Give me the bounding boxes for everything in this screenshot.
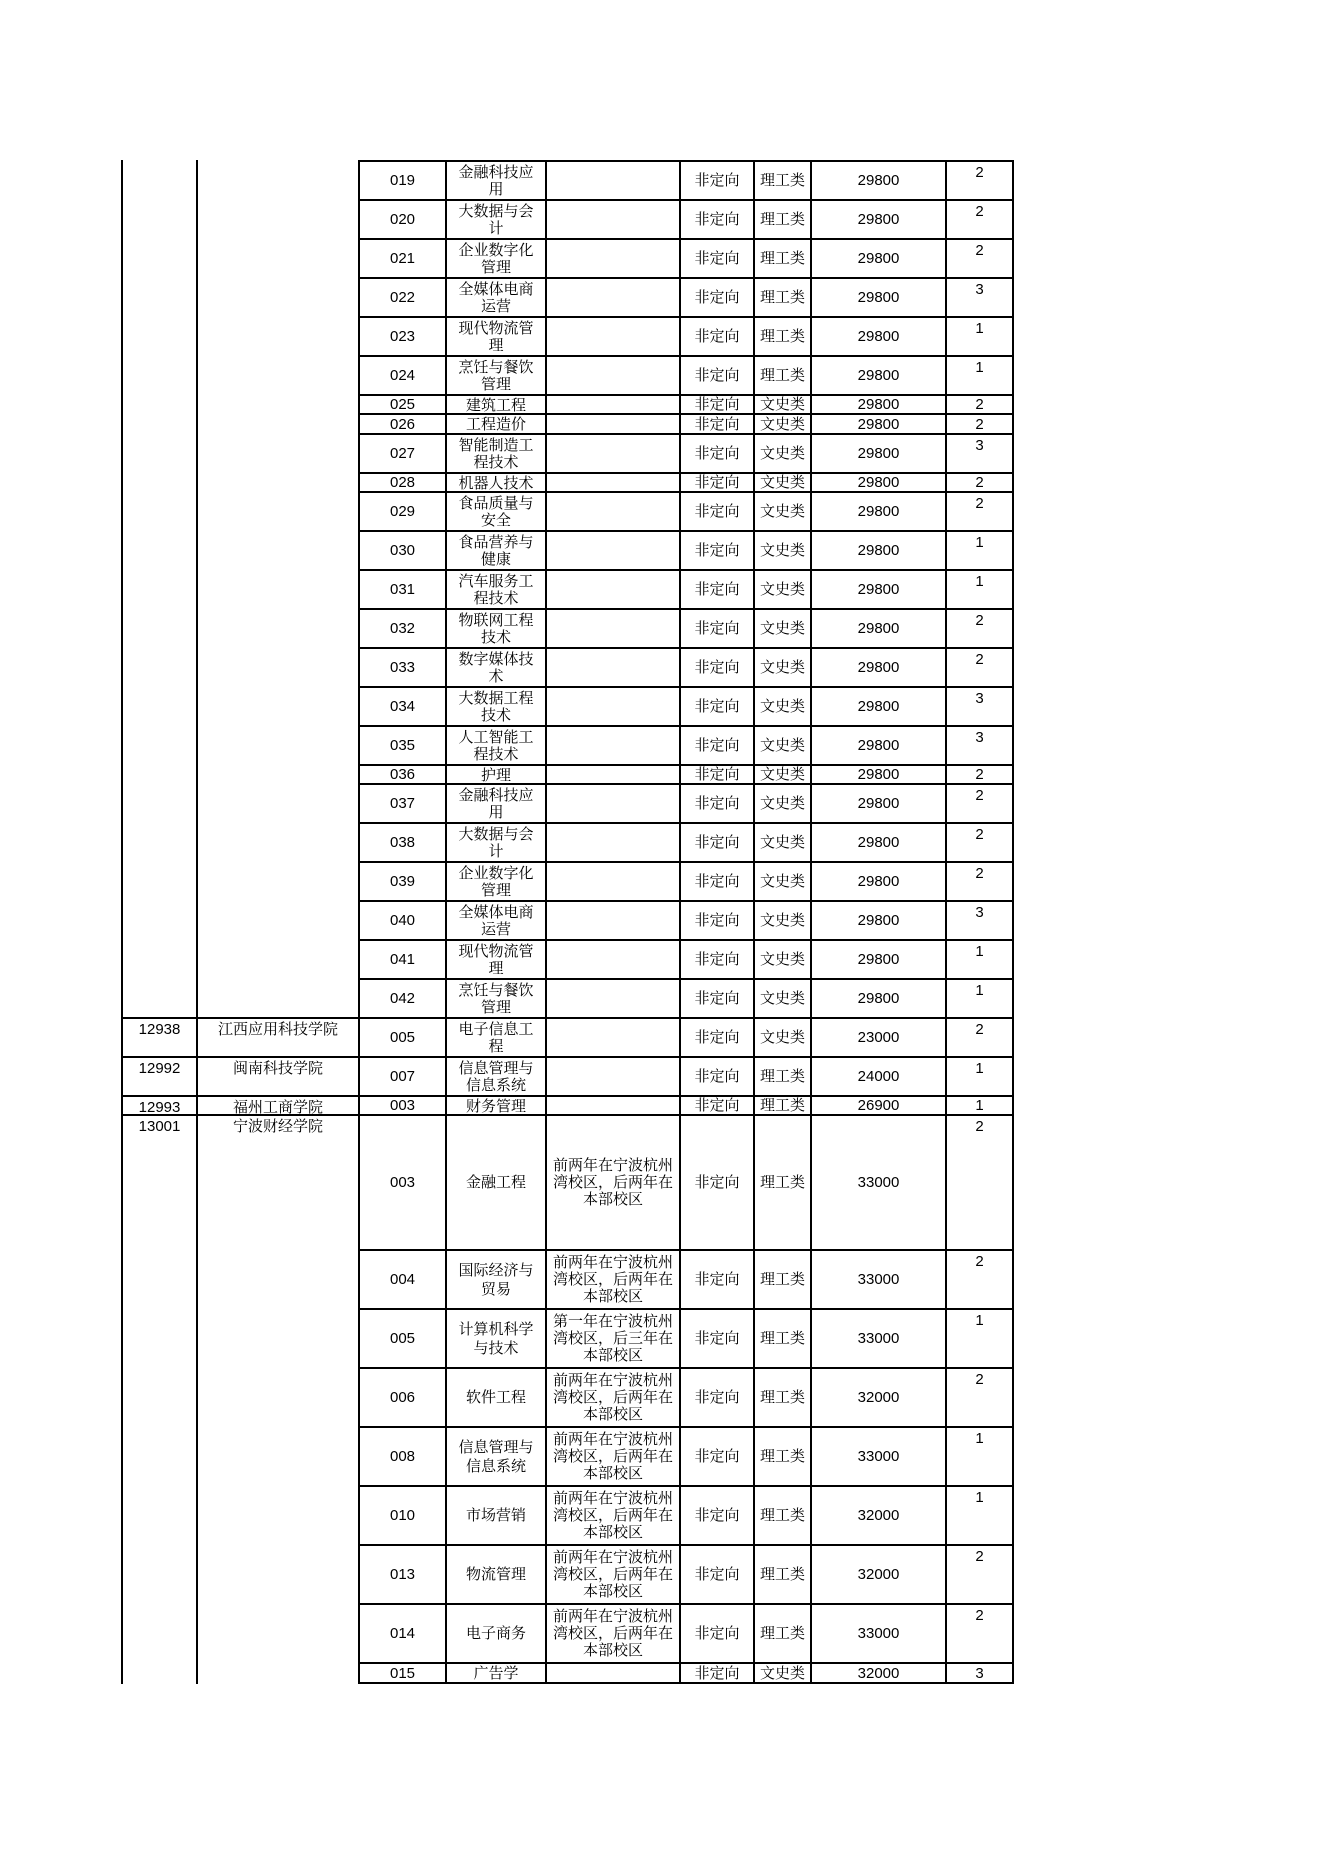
- major-name-cell: 大数据与会 计: [458, 824, 534, 860]
- tuition-fee-cell: 29800: [857, 698, 900, 715]
- quota-count-cell: 2: [975, 612, 984, 629]
- subject-category-cell: 理工类: [759, 288, 805, 306]
- note-cell: [546, 765, 680, 784]
- tuition-fee-cell: 29800: [857, 659, 900, 676]
- note-cell: [546, 161, 680, 200]
- note-cell: [546, 278, 680, 317]
- quota-count-cell: 2: [975, 495, 984, 512]
- quota-count-cell: 2: [975, 826, 984, 843]
- plan-type-cell: 非定向: [694, 1028, 740, 1046]
- subject-category-cell: 文史类: [759, 1028, 805, 1046]
- major-name-cell: 数字媒体技 术: [458, 649, 534, 685]
- major-code-cell: 024: [389, 367, 416, 384]
- tuition-fee-cell: 29800: [857, 367, 900, 384]
- plan-type-cell: 非定向: [694, 171, 740, 189]
- major-code-cell: 029: [389, 503, 416, 520]
- subject-category-cell: 文史类: [759, 989, 805, 1007]
- quota-count-cell: 2: [975, 242, 984, 259]
- tuition-fee-cell: 23000: [857, 1029, 900, 1046]
- note-cell: 前两年在宁波杭州 湾校区，后两年在 本部校区: [552, 1430, 673, 1482]
- school-name-cell: 宁波财经学院: [232, 1116, 323, 1135]
- note-cell: [546, 940, 680, 979]
- plan-type-cell: 非定向: [694, 366, 740, 384]
- quota-count-cell: 2: [975, 1253, 984, 1270]
- major-name-cell: 广告学: [473, 1664, 519, 1682]
- note-cell: 前两年在宁波杭州 湾校区，后两年在 本部校区: [552, 1548, 673, 1600]
- major-name-cell: 人工智能工 程技术: [458, 727, 534, 763]
- subject-category-cell: 文史类: [759, 1663, 805, 1682]
- quota-count-cell: 1: [975, 943, 984, 960]
- major-code-cell: 013: [389, 1566, 416, 1583]
- quota-count-cell: 2: [975, 1548, 984, 1565]
- subject-category-cell: 理工类: [759, 171, 805, 189]
- tuition-fee-cell: 29800: [857, 737, 900, 754]
- major-code-cell: 005: [389, 1029, 416, 1046]
- school-name-cell: 闽南科技学院: [232, 1059, 323, 1077]
- plan-type-cell: 非定向: [694, 872, 740, 890]
- note-cell: 前两年在宁波杭州 湾校区，后两年在 本部校区: [552, 1489, 673, 1541]
- note-cell: [546, 648, 680, 687]
- quota-count-cell: 3: [975, 904, 984, 921]
- quota-count-cell: 2: [975, 1118, 984, 1135]
- major-code-cell: 037: [389, 795, 416, 812]
- quota-count-cell: 1: [975, 1312, 984, 1329]
- tuition-fee-cell: 33000: [857, 1174, 900, 1191]
- note-cell: [546, 726, 680, 765]
- major-name-cell: 建筑工程: [465, 395, 526, 414]
- major-name-cell: 大数据工程 技术: [458, 688, 534, 724]
- subject-category-cell: 文史类: [759, 541, 805, 559]
- major-code-cell: 031: [389, 581, 416, 598]
- major-name-cell: 软件工程: [465, 1388, 526, 1406]
- major-name-cell: 智能制造工 程技术: [458, 435, 534, 471]
- major-name-cell: 企业数字化 管理: [458, 863, 534, 899]
- major-name-cell: 大数据与会 计: [458, 201, 534, 237]
- major-code-cell: 025: [389, 396, 416, 413]
- major-name-cell: 物联网工程 技术: [458, 610, 534, 646]
- plan-type-cell: 非定向: [694, 414, 740, 433]
- tuition-fee-cell: 29800: [857, 211, 900, 228]
- quota-count-cell: 2: [975, 766, 984, 783]
- note-cell: [546, 356, 680, 395]
- subject-category-cell: 理工类: [759, 1067, 805, 1085]
- major-code-cell: 038: [389, 834, 416, 851]
- plan-type-cell: 非定向: [694, 658, 740, 676]
- quota-count-cell: 1: [975, 1489, 984, 1506]
- plan-type-cell: 非定向: [694, 619, 740, 637]
- major-name-cell: 烹饪与餐饮 管理: [458, 357, 534, 393]
- note-cell: 前两年在宁波杭州 湾校区，后两年在 本部校区: [552, 1371, 673, 1423]
- quota-count-cell: 3: [975, 1664, 984, 1682]
- major-name-cell: 全媒体电商 运营: [458, 279, 534, 315]
- tuition-fee-cell: 29800: [857, 328, 900, 345]
- quota-count-cell: 2: [975, 865, 984, 882]
- school-name-cell: 江西应用科技学院: [217, 1020, 338, 1038]
- plan-type-cell: 非定向: [694, 736, 740, 754]
- note-cell: [546, 531, 680, 570]
- major-name-cell: 食品质量与 安全: [458, 493, 534, 529]
- subject-category-cell: 文史类: [759, 765, 805, 783]
- note-cell: [546, 200, 680, 239]
- major-name-cell: 市场营销: [465, 1506, 526, 1524]
- major-code-cell: 010: [389, 1507, 416, 1524]
- note-cell: 前两年在宁波杭州 湾校区，后两年在 本部校区: [552, 1156, 673, 1208]
- major-code-cell: 007: [389, 1068, 416, 1085]
- quota-count-cell: 1: [975, 1430, 984, 1447]
- plan-type-cell: 非定向: [694, 502, 740, 520]
- quota-count-cell: 2: [975, 1021, 984, 1038]
- subject-category-cell: 文史类: [759, 794, 805, 812]
- quota-count-cell: 2: [975, 396, 984, 413]
- plan-type-cell: 非定向: [694, 911, 740, 929]
- major-code-cell: 014: [389, 1625, 416, 1642]
- note-cell: [546, 823, 680, 862]
- subject-category-cell: 文史类: [759, 395, 805, 413]
- tuition-fee-cell: 29800: [857, 581, 900, 598]
- tuition-fee-cell: 29800: [857, 503, 900, 520]
- plan-type-cell: 非定向: [694, 249, 740, 267]
- quota-count-cell: 1: [975, 982, 984, 999]
- tuition-fee-cell: 29800: [857, 912, 900, 929]
- quota-count-cell: 2: [975, 1371, 984, 1388]
- major-name-cell: 现代物流管 理: [458, 318, 534, 354]
- tuition-fee-cell: 32000: [857, 1566, 900, 1583]
- note-cell: [546, 434, 680, 473]
- subject-category-cell: 理工类: [759, 1388, 805, 1406]
- plan-type-cell: 非定向: [694, 327, 740, 345]
- major-name-cell: 信息管理与 信息系统: [458, 1058, 534, 1094]
- major-code-cell: 039: [389, 873, 416, 890]
- plan-type-cell: 非定向: [694, 473, 740, 491]
- subject-category-cell: 文史类: [759, 502, 805, 520]
- note-cell: [546, 784, 680, 823]
- note-cell: 第一年在宁波杭州 湾校区，后三年在 本部校区: [552, 1312, 673, 1364]
- subject-category-cell: 文史类: [759, 872, 805, 890]
- tuition-fee-cell: 32000: [857, 1507, 900, 1524]
- major-code-cell: 040: [389, 912, 416, 929]
- plan-type-cell: 非定向: [694, 1067, 740, 1085]
- tuition-fee-cell: 29800: [857, 250, 900, 267]
- major-name-cell: 信息管理与 信息系统: [458, 1437, 534, 1475]
- major-name-cell: 机器人技术: [458, 473, 534, 492]
- tuition-fee-cell: 29800: [857, 172, 900, 189]
- major-name-cell: 金融科技应 用: [458, 162, 534, 198]
- subject-category-cell: 理工类: [759, 327, 805, 345]
- subject-category-cell: 文史类: [759, 658, 805, 676]
- plan-type-cell: 非定向: [694, 1506, 740, 1524]
- major-code-cell: 003: [389, 1174, 416, 1191]
- note-cell: [546, 862, 680, 901]
- major-name-cell: 工程造价: [465, 415, 526, 433]
- note-cell: 前两年在宁波杭州 湾校区，后两年在 本部校区: [552, 1607, 673, 1659]
- note-cell: [546, 901, 680, 940]
- major-name-cell: 电子商务: [465, 1624, 526, 1642]
- quota-count-cell: 2: [975, 651, 984, 668]
- major-code-cell: 033: [389, 659, 416, 676]
- major-code-cell: 004: [389, 1271, 416, 1288]
- quota-count-cell: 1: [975, 320, 984, 337]
- plan-type-cell: 非定向: [694, 950, 740, 968]
- major-code-cell: 021: [389, 250, 416, 267]
- subject-category-cell: 理工类: [759, 1506, 805, 1524]
- major-name-cell: 企业数字化 管理: [458, 240, 534, 276]
- tuition-fee-cell: 29800: [857, 289, 900, 306]
- note-cell: [546, 1057, 680, 1096]
- plan-type-cell: 非定向: [694, 288, 740, 306]
- major-code-cell: 034: [389, 698, 416, 715]
- plan-type-cell: 非定向: [694, 1663, 740, 1682]
- note-cell: [546, 395, 680, 414]
- plan-type-cell: 非定向: [694, 444, 740, 462]
- note-cell: [546, 1096, 680, 1115]
- subject-category-cell: 文史类: [759, 736, 805, 754]
- subject-category-cell: 理工类: [759, 1447, 805, 1465]
- plan-type-cell: 非定向: [694, 395, 740, 413]
- subject-category-cell: 文史类: [759, 911, 805, 929]
- note-cell: [546, 1663, 680, 1683]
- subject-category-cell: 文史类: [759, 473, 805, 491]
- subject-category-cell: 理工类: [759, 1173, 805, 1191]
- major-name-cell: 烹饪与餐饮 管理: [458, 980, 534, 1016]
- note-cell: [546, 609, 680, 648]
- major-name-cell: 食品营养与 健康: [458, 532, 534, 568]
- quota-count-cell: 3: [975, 281, 984, 298]
- major-name-cell: 护理: [480, 765, 511, 784]
- major-name-cell: 金融工程: [465, 1173, 526, 1191]
- major-code-cell: 008: [389, 1448, 416, 1465]
- major-code-cell: 005: [389, 1330, 416, 1347]
- quota-count-cell: 2: [975, 415, 984, 433]
- plan-type-cell: 非定向: [694, 1388, 740, 1406]
- tuition-fee-cell: 29800: [857, 396, 900, 413]
- subject-category-cell: 理工类: [759, 1624, 805, 1642]
- plan-type-cell: 非定向: [694, 1173, 740, 1191]
- major-code-cell: 030: [389, 542, 416, 559]
- tuition-fee-cell: 29800: [857, 445, 900, 462]
- major-name-cell: 汽车服务工 程技术: [458, 571, 534, 607]
- subject-category-cell: 文史类: [759, 444, 805, 462]
- major-code-cell: 032: [389, 620, 416, 637]
- quota-count-cell: 1: [975, 1097, 984, 1114]
- tuition-fee-cell: 29800: [857, 542, 900, 559]
- major-code-cell: 015: [389, 1664, 416, 1682]
- major-code-cell: 036: [389, 766, 416, 783]
- subject-category-cell: 文史类: [759, 580, 805, 598]
- major-name-cell: 物流管理: [465, 1565, 526, 1583]
- note-cell: [546, 492, 680, 531]
- plan-type-cell: 非定向: [694, 765, 740, 783]
- major-code-cell: 026: [389, 415, 416, 433]
- note-cell: [546, 1018, 680, 1057]
- plan-type-cell: 非定向: [694, 989, 740, 1007]
- quota-count-cell: 2: [975, 203, 984, 220]
- major-code-cell: 035: [389, 737, 416, 754]
- major-name-cell: 电子信息工 程: [458, 1019, 534, 1055]
- plan-type-cell: 非定向: [694, 697, 740, 715]
- plan-type-cell: 非定向: [694, 1096, 740, 1114]
- major-name-cell: 全媒体电商 运营: [458, 902, 534, 938]
- major-name-cell: 计算机科学 与技术: [458, 1319, 534, 1357]
- plan-type-cell: 非定向: [694, 1565, 740, 1583]
- note-cell: [546, 473, 680, 492]
- tuition-fee-cell: 29800: [857, 766, 900, 783]
- subject-category-cell: 文史类: [759, 950, 805, 968]
- major-code-cell: 023: [389, 328, 416, 345]
- note-cell: [546, 570, 680, 609]
- tuition-fee-cell: 32000: [857, 1664, 900, 1682]
- quota-count-cell: 1: [975, 359, 984, 376]
- major-code-cell: 006: [389, 1389, 416, 1406]
- tuition-fee-cell: 33000: [857, 1330, 900, 1347]
- plan-type-cell: 非定向: [694, 1624, 740, 1642]
- plan-type-cell: 非定向: [694, 210, 740, 228]
- tuition-fee-cell: 29800: [857, 834, 900, 851]
- school-name-cell: 福州工商学院: [232, 1098, 323, 1115]
- quota-count-cell: 3: [975, 437, 984, 454]
- major-name-cell: 国际经济与 贸易: [458, 1260, 534, 1298]
- tuition-fee-cell: 33000: [857, 1448, 900, 1465]
- note-cell: [546, 687, 680, 726]
- major-name-cell: 财务管理: [465, 1096, 526, 1115]
- plan-type-cell: 非定向: [694, 1270, 740, 1288]
- plan-type-cell: 非定向: [694, 1447, 740, 1465]
- major-code-cell: 020: [389, 211, 416, 228]
- note-cell: [546, 317, 680, 356]
- major-code-cell: 027: [389, 445, 416, 462]
- quota-count-cell: 3: [975, 729, 984, 746]
- subject-category-cell: 文史类: [759, 414, 805, 433]
- subject-category-cell: 文史类: [759, 697, 805, 715]
- subject-category-cell: 文史类: [759, 619, 805, 637]
- major-code-cell: 028: [389, 474, 416, 491]
- note-cell: [546, 239, 680, 278]
- tuition-fee-cell: 33000: [857, 1271, 900, 1288]
- subject-category-cell: 理工类: [759, 1329, 805, 1347]
- subject-category-cell: 理工类: [759, 1565, 805, 1583]
- school-code-cell: 12993: [138, 1099, 181, 1115]
- tuition-fee-cell: 29800: [857, 873, 900, 890]
- major-name-cell: 现代物流管 理: [458, 941, 534, 977]
- school-code-cell: 13001: [138, 1117, 181, 1135]
- subject-category-cell: 文史类: [759, 833, 805, 851]
- subject-category-cell: 理工类: [759, 366, 805, 384]
- tuition-fee-cell: 29800: [857, 951, 900, 968]
- school-code-cell: 12938: [138, 1021, 181, 1038]
- note-cell: 前两年在宁波杭州 湾校区，后两年在 本部校区: [552, 1253, 673, 1305]
- quota-count-cell: 2: [975, 1607, 984, 1624]
- major-code-cell: 019: [389, 172, 416, 189]
- note-cell: [546, 979, 680, 1018]
- tuition-fee-cell: 33000: [857, 1625, 900, 1642]
- subject-category-cell: 理工类: [759, 1096, 805, 1114]
- school-code-cell: 12992: [138, 1060, 181, 1077]
- subject-category-cell: 理工类: [759, 210, 805, 228]
- plan-type-cell: 非定向: [694, 541, 740, 559]
- quota-count-cell: 1: [975, 573, 984, 590]
- quota-count-cell: 1: [975, 534, 984, 551]
- major-code-cell: 042: [389, 990, 416, 1007]
- tuition-fee-cell: 29800: [857, 990, 900, 1007]
- tuition-fee-cell: 26900: [857, 1097, 900, 1114]
- quota-count-cell: 1: [975, 1060, 984, 1077]
- major-code-cell: 022: [389, 289, 416, 306]
- note-cell: [546, 414, 680, 434]
- major-code-cell: 003: [389, 1097, 416, 1114]
- major-code-cell: 041: [389, 951, 416, 968]
- tuition-fee-cell: 29800: [857, 795, 900, 812]
- subject-category-cell: 理工类: [759, 249, 805, 267]
- plan-type-cell: 非定向: [694, 1329, 740, 1347]
- plan-type-cell: 非定向: [694, 794, 740, 812]
- subject-category-cell: 理工类: [759, 1270, 805, 1288]
- quota-count-cell: 2: [975, 164, 984, 181]
- tuition-fee-cell: 29800: [857, 415, 900, 433]
- quota-count-cell: 2: [975, 787, 984, 804]
- quota-count-cell: 3: [975, 690, 984, 707]
- tuition-fee-cell: 29800: [857, 620, 900, 637]
- tuition-fee-cell: 32000: [857, 1389, 900, 1406]
- plan-type-cell: 非定向: [694, 833, 740, 851]
- major-name-cell: 金融科技应 用: [458, 785, 534, 821]
- quota-count-cell: 2: [975, 474, 984, 491]
- tuition-fee-cell: 24000: [857, 1068, 900, 1085]
- tuition-fee-cell: 29800: [857, 474, 900, 491]
- plan-type-cell: 非定向: [694, 580, 740, 598]
